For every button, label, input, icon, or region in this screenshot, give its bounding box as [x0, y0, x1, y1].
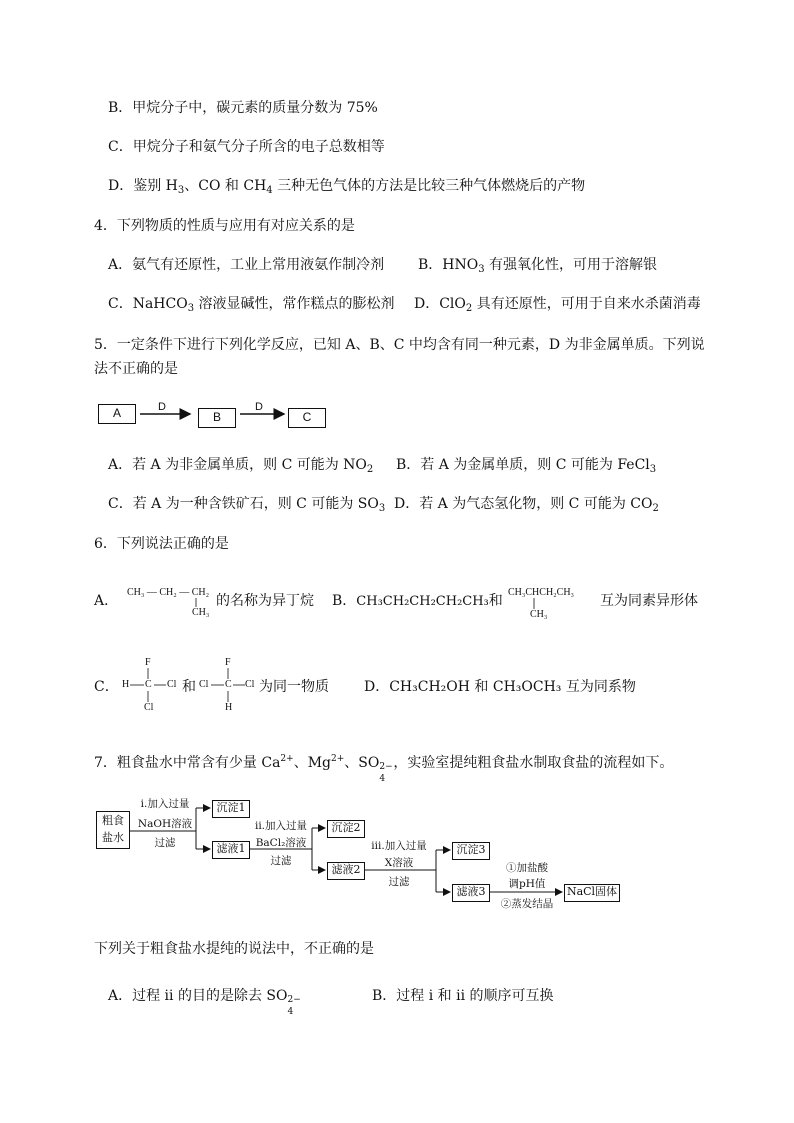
q6-c-m2-f: F [225, 657, 231, 668]
flow-step2-b: BaCl₂溶液 [255, 837, 307, 849]
q5-box-a: A [98, 404, 136, 424]
flow-ppt2: 沉淀2 [327, 820, 365, 838]
flow-step2-c: 过滤 [270, 855, 292, 867]
q6-option-d: D．CH₃CH₂OH 和 CH₃OCH₃ 互为同系物 [364, 679, 636, 695]
flow-product: NaCl固体 [564, 884, 620, 902]
q6-stem: 6．下列说法正确的是 [94, 536, 229, 552]
q7-option-a: A．过程 ⅱ 的目的是除去 SO 2− 4 [108, 988, 301, 1017]
q4-option-b: B．$HNO_3$ 有强氧化性，可用于溶解银 [418, 257, 658, 275]
q6-c-m1-cl-bottom: Cl [144, 702, 154, 713]
flow-start-box: 粗食 盐水 [96, 811, 130, 849]
q5-option-a: A．若 A 为非金属单质，则 C 可能为 $NO_2$ [108, 457, 374, 475]
flow-filt2: 滤液2 [327, 862, 365, 880]
q5-box-c: C [288, 408, 326, 428]
q3-option-d: D．鉴别 $H_3$、CO 和 $CH_4$ 三种无色气体的方法是比较三种气体燃烧后的产物 [108, 178, 586, 196]
flow-step1-c: 过滤 [154, 837, 176, 849]
q6-b-struct-top: CH₃CHCH₂CH₃ [508, 587, 575, 598]
flow-step3-c: 过滤 [388, 876, 410, 888]
q4-stem: 4．下列物质的性质与应用有对应关系的是 [94, 218, 355, 234]
q6-c-m2-cl-left: Cl [199, 679, 209, 690]
q6-c-m2-h: H [225, 702, 233, 713]
flow-step1-a: i.加入过量 [140, 798, 190, 810]
q4-option-a: A．氨气有还原性，工业上常用液氨作制冷剂 [108, 257, 385, 273]
q6-option-c-text: 为同一物质 [259, 679, 329, 695]
q5-arrow2-label: D [255, 401, 263, 413]
q5-stem-line2: 法不正确的是 [94, 361, 178, 377]
q6-c-m2-cl-right: Cl [245, 679, 255, 690]
flow-filt1: 滤液1 [212, 841, 250, 859]
q4-option-c: C．NaHCO$_3$ 溶液显碱性，常作糕点的膨松剂 [108, 296, 395, 314]
q6-option-b: B．CH₃CH₂CH₂CH₂CH₃和 [332, 593, 503, 609]
flow-ppt3: 沉淀3 [452, 842, 490, 860]
flow-step4-a: ①加盐酸 [506, 862, 548, 874]
q7-stem: 7．粗食盐水中常含有少量 $Ca^{2+}$、$Mg^{2+}$、SO 2− 4 ，实验室提纯粗食盐水制取食盐的流程如下。 [94, 754, 674, 784]
q6-option-a-text: 的名称为异丁烷 [216, 593, 314, 609]
flow-step3-b: X溶液 [384, 857, 414, 869]
q6-c-m1-f: F [145, 657, 151, 668]
q5-option-b: B．若 A 为金属单质，则 C 可能为 FeCl$_3$ [396, 457, 657, 475]
q6-c-m1-cl-right: Cl [167, 679, 177, 690]
flow-filt3: 滤液3 [452, 884, 490, 902]
q5-stem-line1: 5．一定条件下进行下列化学反应，已知 A、B、C 中均含有同一种元素，D 为非金属单质。下列说 [94, 337, 705, 353]
q3-option-c: C．甲烷分子和氨气分子所含的电子总数相等 [108, 139, 385, 155]
q5-option-d: D．若 A 为气态氢化物，则 C 可能为 $CO_2$ [394, 496, 659, 514]
q6-c-m2-c: C [225, 679, 232, 690]
q7-question: 下列关于粗食盐水提纯的说法中，不正确的是 [94, 941, 374, 957]
q6-a-struct-bottom: CH₃ [192, 607, 210, 618]
flow-step1-b: NaOH溶液 [137, 818, 193, 830]
flow-ppt1: 沉淀1 [212, 800, 250, 818]
q6-c-m1-h: H [122, 679, 130, 690]
q6-a-struct-top: CH₃ — CH₂ — CH₂ [127, 587, 210, 598]
flow-step3-a: iii.加入过量 [371, 840, 427, 852]
flow-step4-b: 调pH值 [508, 878, 546, 890]
q6-option-c-label: C． [94, 679, 119, 695]
q6-c-m1-c: C [145, 679, 152, 690]
q6-b-struct-bottom: CH₃ [530, 609, 548, 620]
q5-arrow1-label: D [158, 401, 166, 413]
flow-step2-a: ii.加入过量 [254, 820, 308, 832]
q4-option-d: D．ClO$_2$ 具有还原性，可用于自来水杀菌消毒 [414, 296, 701, 314]
q5-option-c: C．若 A 为一种含铁矿石，则 C 可能为 $SO_3$ [108, 496, 386, 514]
q6-option-c-and: 和 [182, 679, 196, 695]
q6-option-b-text: 互为同素异形体 [600, 593, 698, 609]
q7-option-b: B．过程 i 和 ⅱ 的顺序可互换 [372, 988, 554, 1004]
q3-option-b: B．甲烷分子中，碳元素的质量分数为 75% [108, 100, 378, 116]
q5-box-b: B [198, 408, 236, 428]
q6-option-a-label: A． [94, 593, 119, 609]
flow-step4-c: ②蒸发结晶 [500, 898, 554, 910]
